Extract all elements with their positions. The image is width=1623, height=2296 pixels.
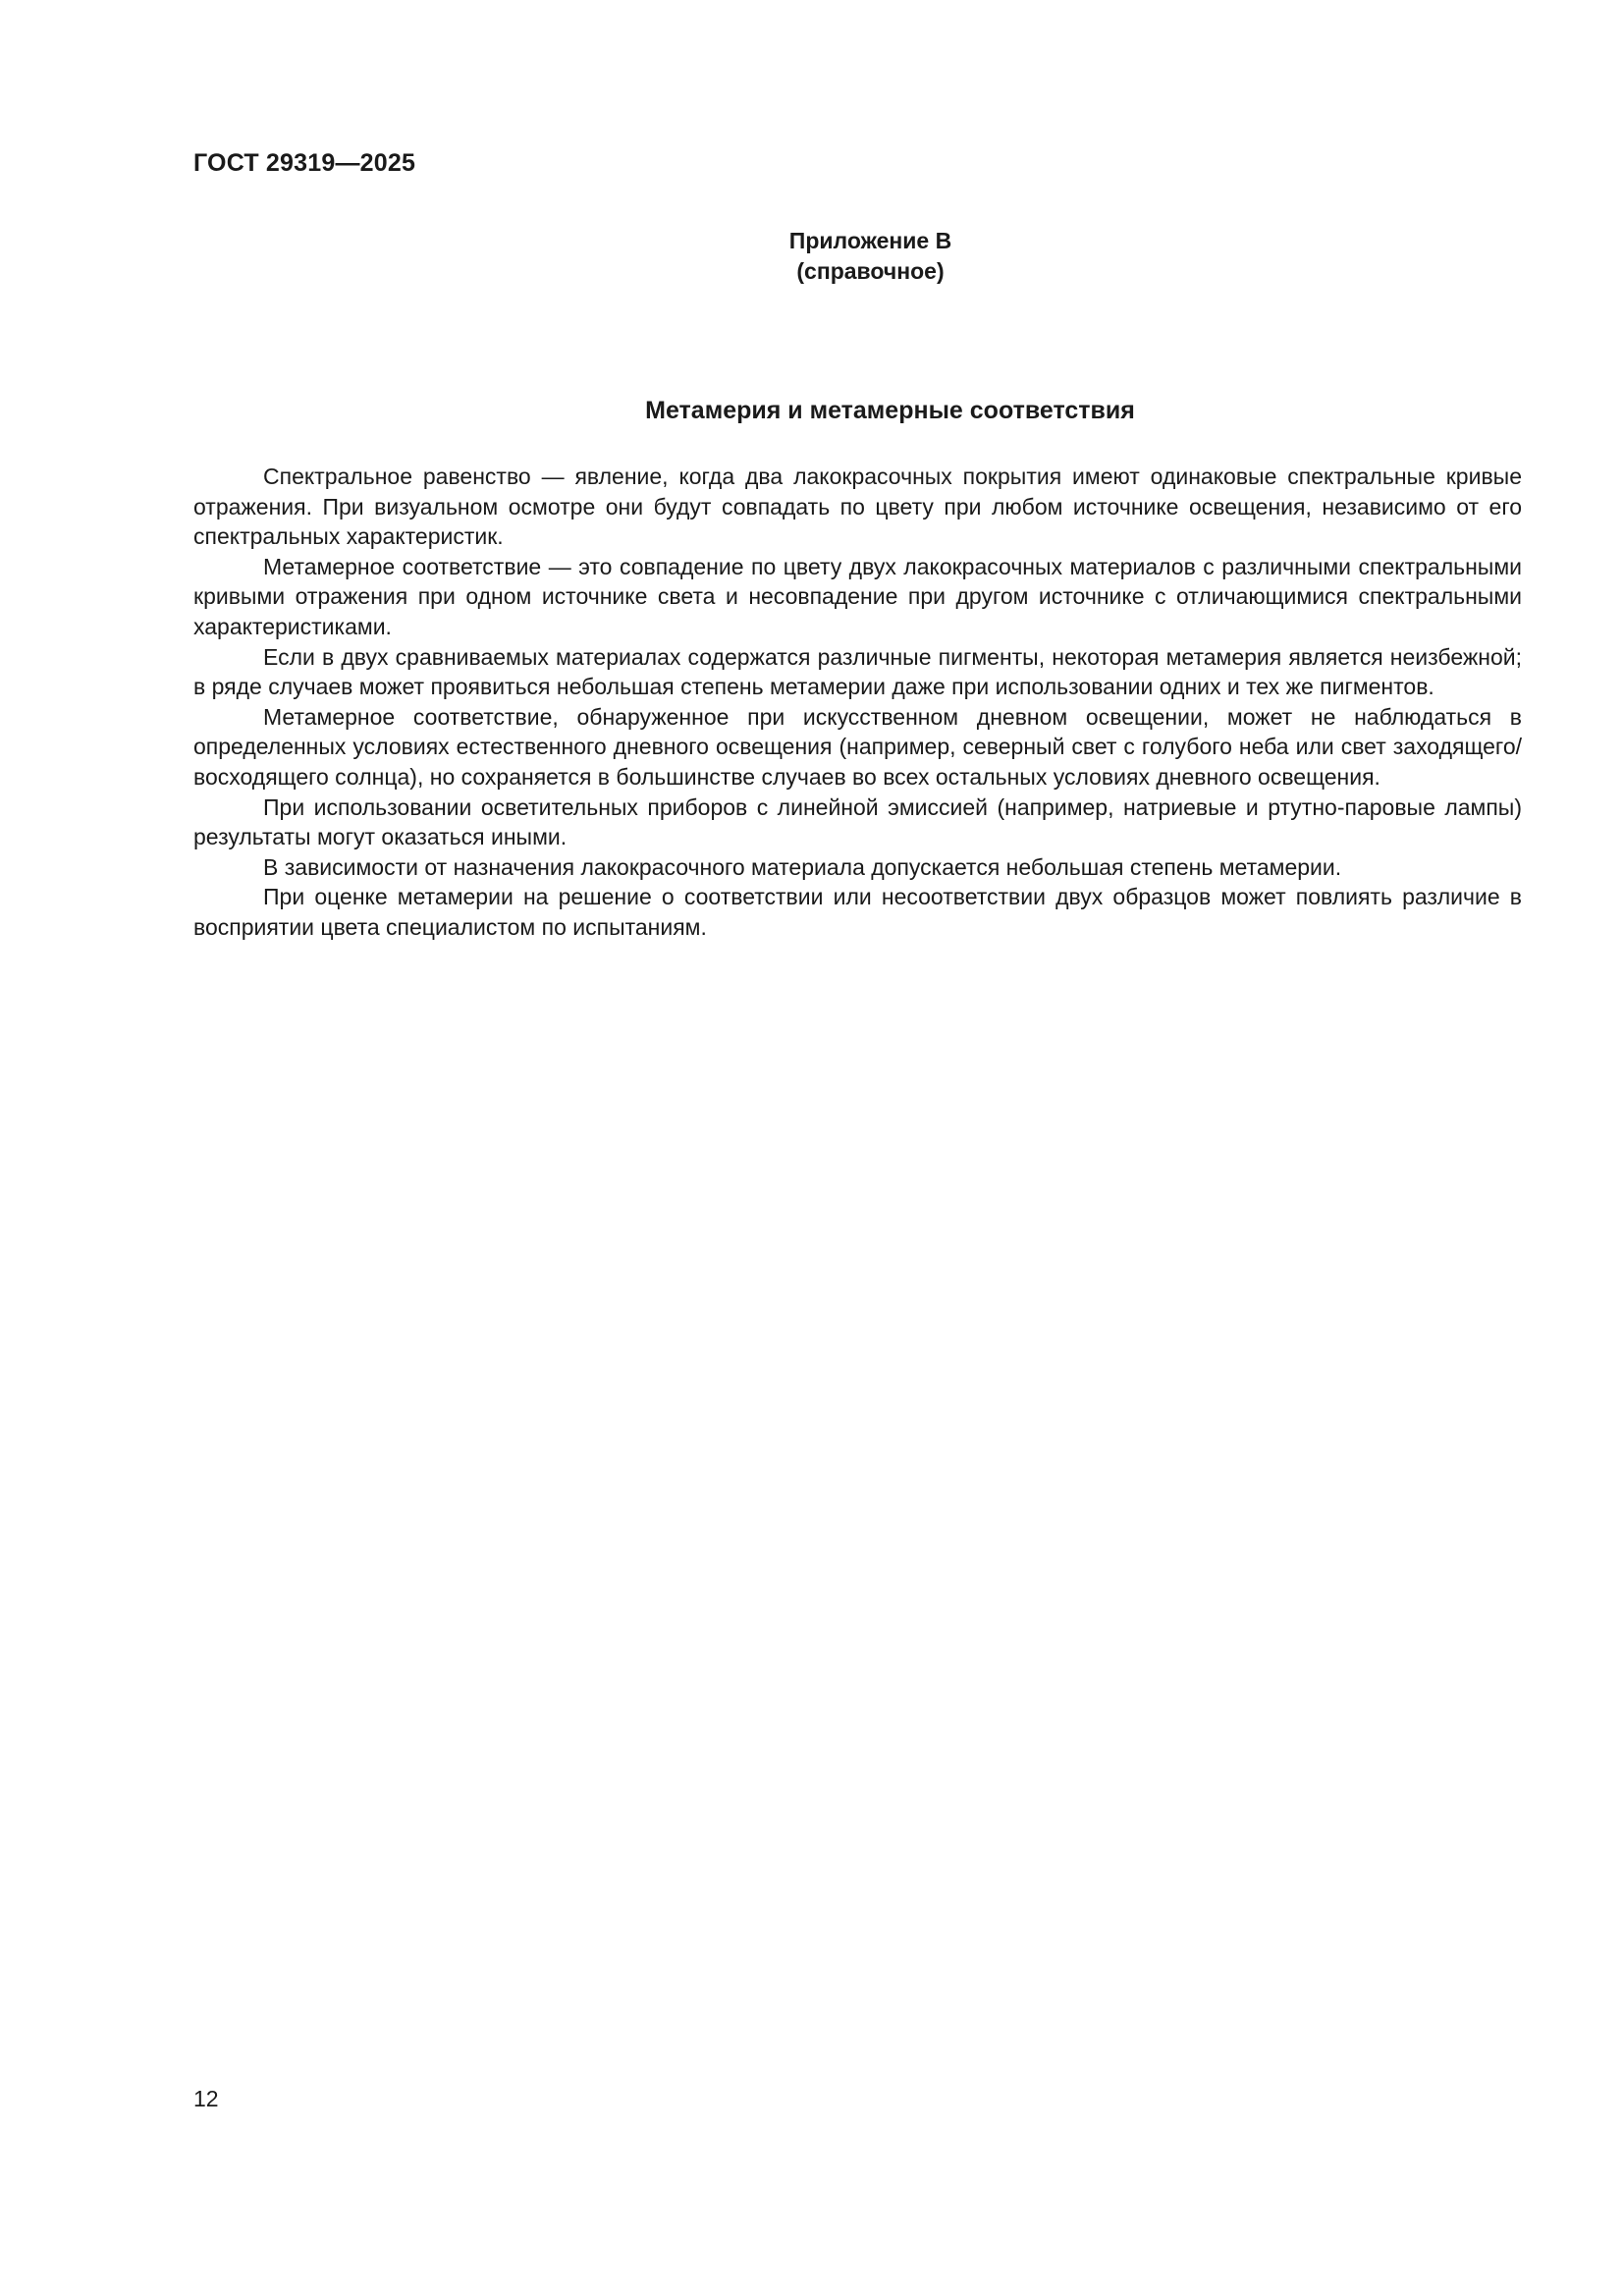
page-number: 12 bbox=[193, 2086, 219, 2111]
annex-heading bbox=[0, 226, 1623, 287]
paragraph: При использовании осветительных приборов с линейной эмиссией (например, натриевые и ртутно-паровые лампы) результаты могут оказаться иными. bbox=[193, 793, 1522, 850]
paragraph: При оценке метамерии на решение о соответствии или несоответствии двух образцов может повлиять различие в восприятии цвета специалистом по испытаниям. bbox=[193, 884, 1522, 940]
document-code: ГОСТ 29319—2025 bbox=[193, 149, 416, 177]
paragraph: Если в двух сравниваемых материалах содержатся различные пигменты, некоторая метамерия является неизбежной; в ряде случаев может проявиться небольшая степень метамерии даже при использовании одних и тех же пигментов. bbox=[193, 643, 1522, 700]
body-text bbox=[193, 462, 1522, 943]
paragraph: В зависимости от назначения лакокрасочного материала допускается небольшая степень метамерии. bbox=[263, 853, 1342, 880]
paragraph: Спектральное равенство — явление, когда два лакокрасочных покрытия имеют одинаковые спектральные кривые отражения. При визуальном осмотре они будут совпадать по цвету при любом источнике освещения, независимо от его спектральных характеристик. bbox=[193, 464, 1522, 550]
annex-title: Приложение В bbox=[788, 228, 952, 253]
annex-type: (справочное) bbox=[796, 258, 945, 284]
section-title: Метамерия и метамерные соответствия bbox=[645, 397, 1135, 424]
paragraph: Метамерное соответствие, обнаруженное при искусственном дневном освещении, может не наблюдаться в определенных условиях естественного дневного освещения (например, северный свет с голубого неба или свет заходящего/восходящего солнца), но сохраняется в большинстве случаев во всех остальных условиях дневного освещения. bbox=[193, 703, 1522, 790]
paragraph: Метамерное соответствие — это совпадение по цвету двух лакокрасочных материалов с различными спектральными кривыми отражения при одном источнике света и несовпадение при другом источнике с отличающимися спектральными характеристиками. bbox=[193, 553, 1522, 639]
